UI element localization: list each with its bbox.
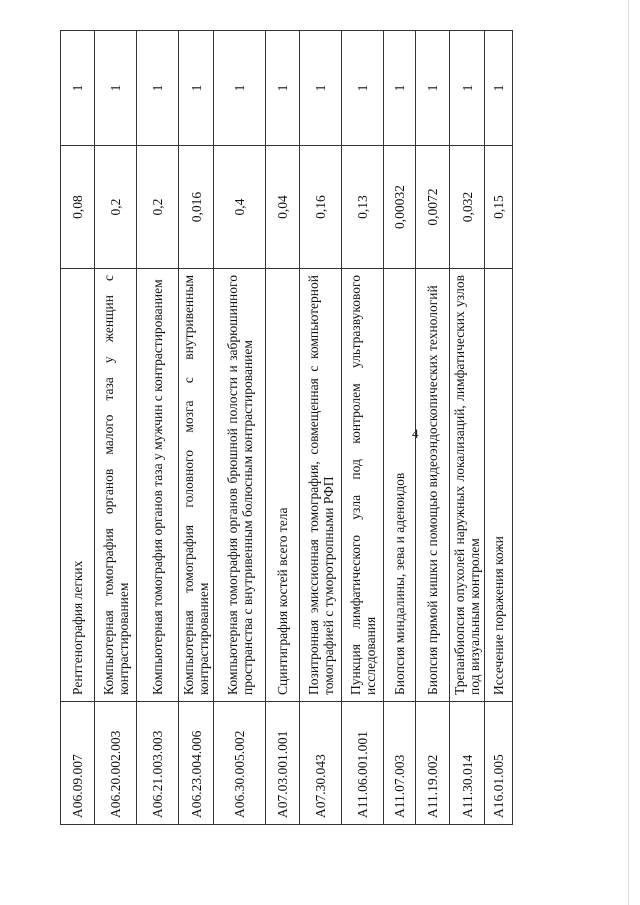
code-cell: A06.23.004.006 [179, 702, 214, 825]
service-name-cell: Биопсия миндалины, зева и аденоидов [384, 269, 416, 702]
code-cell: A06.30.005.002 [214, 702, 266, 825]
code-cell: A07.03.001.001 [266, 702, 300, 825]
multiplicity-cell: 1 [61, 31, 95, 146]
code-cell: A16.01.005 [485, 702, 513, 825]
table-row [179, 31, 214, 825]
multiplicity-cell: 1 [266, 31, 300, 146]
table-row [95, 31, 137, 825]
frequency-cell: 0,15 [485, 146, 513, 269]
page-number: 4 [412, 426, 419, 441]
frequency-cell: 0,00032 [384, 146, 416, 269]
table-row [266, 31, 300, 825]
code-cell: A06.09.007 [61, 702, 95, 825]
multiplicity-cell: 1 [137, 31, 179, 146]
code-cell: A07.30.043 [300, 702, 342, 825]
service-name-cell: Компьютерная томография органов брюшной полости и забрюшинного пространства с внутривенным болюсным контрастированием [214, 269, 266, 702]
frequency-cell: 0,2 [95, 146, 137, 269]
multiplicity-cell: 1 [342, 31, 384, 146]
table-row [342, 31, 384, 825]
multiplicity-cell: 1 [384, 31, 416, 146]
frequency-cell: 0,04 [266, 146, 300, 269]
multiplicity-cell: 1 [450, 31, 485, 146]
code-cell: A11.06.001.001 [342, 702, 384, 825]
multiplicity-cell: 1 [179, 31, 214, 146]
multiplicity-cell: 1 [300, 31, 342, 146]
table-row [485, 31, 513, 825]
service-name-cell: Позитронная эмиссионная томография, совмещенная с компьютерной томографией с туморотропными РФП [300, 269, 342, 702]
service-name-cell: Сцинтиграфия костей всего тела [266, 269, 300, 702]
service-name-cell: Иссечение поражения кожи [485, 269, 513, 702]
code-cell: A11.07.003 [384, 702, 416, 825]
frequency-cell: 0,016 [179, 146, 214, 269]
table-row [384, 31, 416, 825]
service-name-cell: Пункция лимфатического узла под контролем ультразвукового исследования [342, 269, 384, 702]
service-name-cell: Компьютерная томография органов малого таза у женщин с контрастированием [95, 269, 137, 702]
frequency-cell: 0,16 [300, 146, 342, 269]
table-row [137, 31, 179, 825]
multiplicity-cell: 1 [95, 31, 137, 146]
multiplicity-cell: 1 [214, 31, 266, 146]
frequency-cell: 0,0072 [416, 146, 450, 269]
frequency-cell: 0,08 [61, 146, 95, 269]
table-row [300, 31, 342, 825]
services-table-body [61, 31, 513, 825]
frequency-cell: 0,2 [137, 146, 179, 269]
table-row [416, 31, 450, 825]
frequency-cell: 0,4 [214, 146, 266, 269]
scan-edge-line [628, 0, 629, 905]
code-cell: A11.30.014 [450, 702, 485, 825]
table-row [450, 31, 485, 825]
service-name-cell: Биопсия прямой кишки с помощью видеоэндоскопических технологий [416, 269, 450, 702]
multiplicity-cell: 1 [485, 31, 513, 146]
service-name-cell: Рентгенография легких [61, 269, 95, 702]
service-name-cell: Компьютерная томография головного мозга с внутривенным контрастированием [179, 269, 214, 702]
multiplicity-cell: 1 [416, 31, 450, 146]
service-name-cell: Компьютерная томография органов таза у мужчин с контрастированием [137, 269, 179, 702]
services-table [60, 30, 513, 825]
table-row [61, 31, 95, 825]
code-cell: A06.20.002.003 [95, 702, 137, 825]
service-name-cell: Трепанбиопсия опухолей наружных локализаций, лимфатических узлов под визуальным контролем [450, 269, 485, 702]
frequency-cell: 0,032 [450, 146, 485, 269]
services-table-rotated [60, 30, 506, 825]
table-row [214, 31, 266, 825]
code-cell: A11.19.002 [416, 702, 450, 825]
code-cell: A06.21.003.003 [137, 702, 179, 825]
frequency-cell: 0,13 [342, 146, 384, 269]
